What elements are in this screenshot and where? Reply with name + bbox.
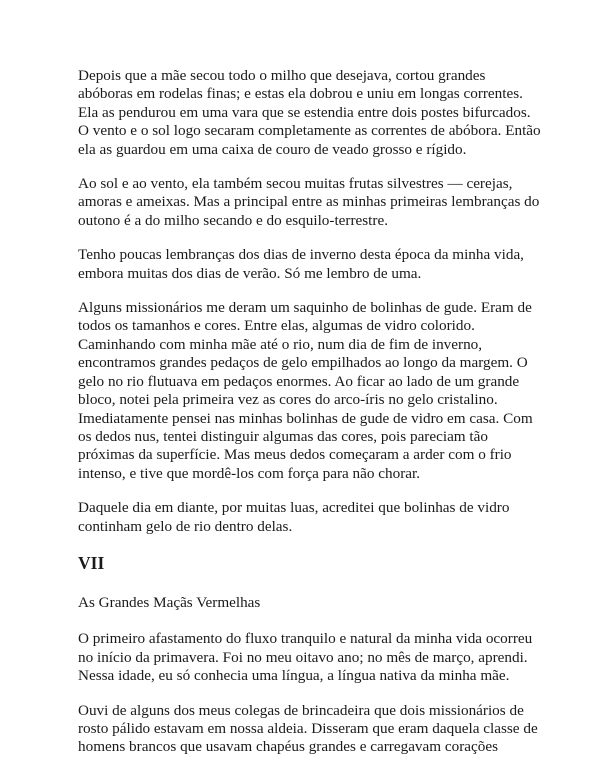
text-line: Ela as pendurou em uma vara que se estendia entre dois postes bifurcados. xyxy=(78,103,531,121)
text-line: Ao sol e ao vento, ela também secou muitas frutas silvestres — cerejas, xyxy=(78,175,513,193)
text-line: continham gelo de rio dentro delas. xyxy=(78,517,293,535)
text-line: no início da primavera. Foi no meu oitavo ano; no mês de março, aprendi. xyxy=(78,648,528,666)
text-line: Daquele dia em diante, por muitas luas, acreditei que bolinhas de vidro xyxy=(78,499,510,517)
text-line: outono é a do milho secando e do esquilo-terrestre. xyxy=(78,211,388,229)
paragraph xyxy=(78,246,538,283)
text-line: O primeiro afastamento do fluxo tranquilo e natural da minha vida ocorreu xyxy=(78,630,533,648)
paragraph xyxy=(78,702,538,757)
text-line: Nessa idade, eu só conhecia uma língua, a língua nativa da minha mãe. xyxy=(78,667,510,685)
chapter-title: As Grandes Maçãs Vermelhas xyxy=(78,593,261,611)
text-line: todos os tamanhos e cores. Entre elas, algumas de vidro colorido. xyxy=(78,317,475,335)
paragraph xyxy=(78,67,541,159)
text-line: Depois que a mãe secou todo o milho que desejava, cortou grandes xyxy=(78,67,486,84)
paragraph xyxy=(78,630,538,685)
text-line: os dedos nus, tentei distinguir algumas das cores, pois pareciam tão xyxy=(78,427,488,445)
text-line: embora muitas dos dias de verão. Só me lembro de uma. xyxy=(78,264,422,282)
paragraph xyxy=(78,175,538,230)
text-line: homens brancos que usavam chapéus grandes e carregavam corações xyxy=(78,738,498,756)
text-line: próximas da superfície. Mas meus dedos começaram a arder com o frio xyxy=(78,446,512,464)
document-page xyxy=(78,67,541,773)
text-line: gelo no rio flutuava em pedaços enormes. Ao ficar ao lado de um grande xyxy=(78,372,520,390)
text-line: bloco, notei pela primeira vez as cores do arco-íris no gelo cristalino. xyxy=(78,391,498,409)
text-line: abóboras em rodelas finas; e estas ela dobrou e uniu em longas correntes. xyxy=(78,85,523,103)
text-line: O vento e o sol logo secaram completamente as correntes de abóbora. Então xyxy=(78,122,541,140)
text-line: encontramos grandes pedaços de gelo empilhados ao longo da margem. O xyxy=(78,354,528,372)
text-line: Caminhando com minha mãe até o rio, num dia de fim de inverno, xyxy=(78,335,483,353)
paragraph xyxy=(78,499,538,536)
chapter-number: VII xyxy=(78,552,105,573)
text-line: intenso, e tive que mordê-los com força para não chorar. xyxy=(78,464,421,482)
text-line: Imediatamente pensei nas minhas bolinhas de gude de vidro em casa. Com xyxy=(78,409,533,427)
text-line: Alguns missionários me deram um saquinho de bolinhas de gude. Eram de xyxy=(78,299,532,317)
text-line: Tenho poucas lembranças dos dias de inverno desta época da minha vida, xyxy=(78,246,524,264)
text-line: ela as guardou em uma caixa de couro de veado grosso e rígido. xyxy=(78,140,467,158)
text-line: amoras e ameixas. Mas a principal entre as minhas primeiras lembranças do xyxy=(78,193,540,211)
paragraphs-before xyxy=(78,67,541,536)
paragraphs-after xyxy=(78,630,538,756)
text-line: Ouvi de alguns dos meus colegas de brincadeira que dois missionários de xyxy=(78,701,524,719)
text-line: rosto pálido estavam em nossa aldeia. Disseram que eram daquela classe de xyxy=(78,719,538,737)
paragraph xyxy=(78,299,538,483)
